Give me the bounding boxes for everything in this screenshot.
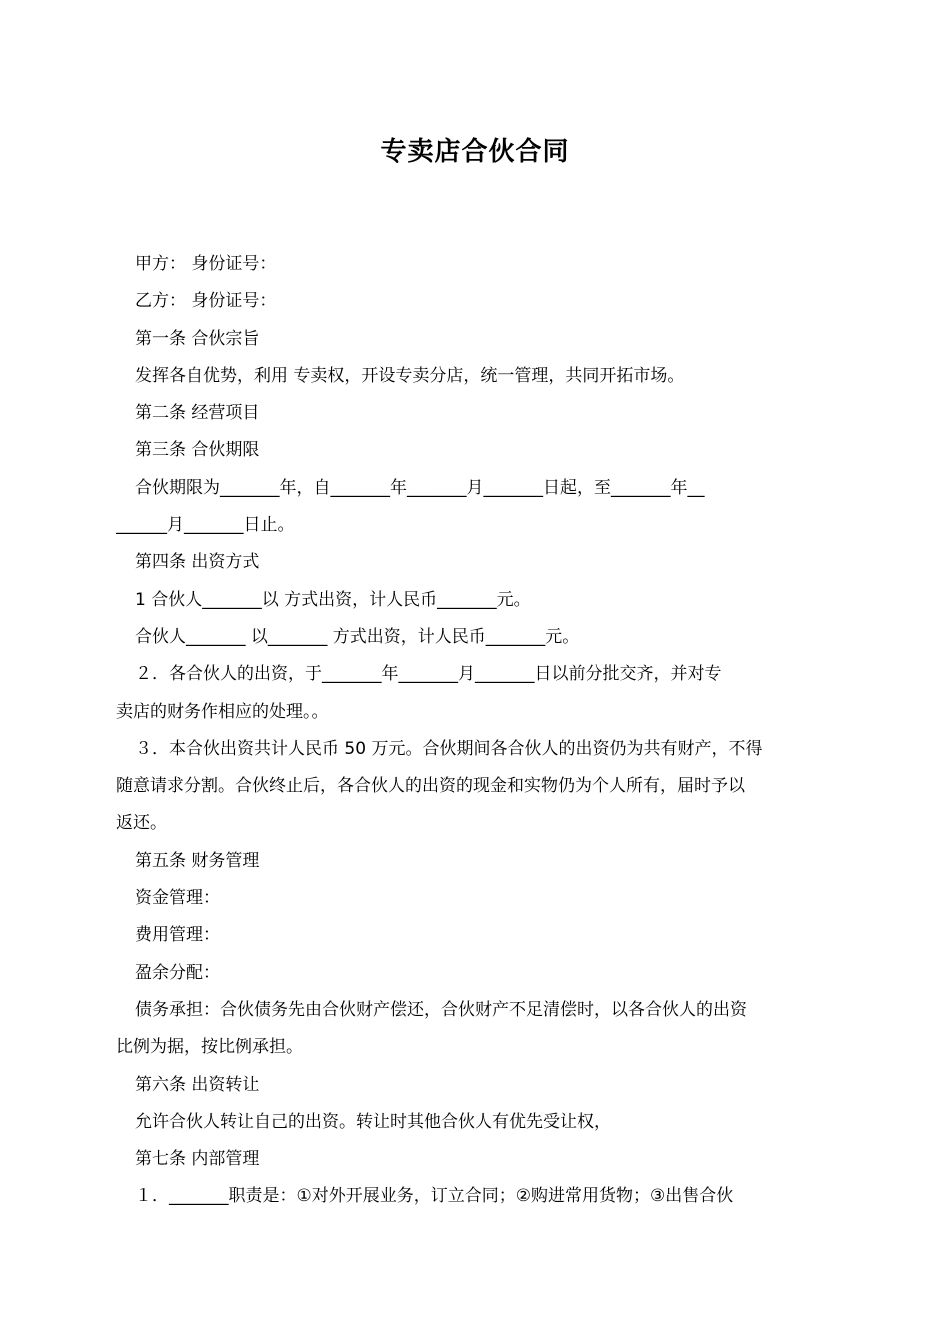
paragraph-line: 返还。 [116,813,167,834]
paragraph-line: １．_______职责是：①对外开展业务，订立合同；②购进常用货物；③出售合伙 [135,1186,734,1207]
article-3-heading: 第三条 合伙期限 [135,440,260,461]
paragraph-line: 费用管理： [135,925,220,946]
article-4-heading: 第四条 出资方式 [135,552,260,573]
party-a-line: 甲方： 身份证号： [135,254,277,274]
paragraph-line: 合伙人_______ 以_______ 方式出资，计人民币_______元。 [135,626,580,647]
paragraph-line: 比例为据，按比例承担。 [116,1037,303,1058]
article-6-heading: 第六条 出资转让 [135,1074,260,1095]
paragraph-line: 卖店的财务作相应的处理。。 [116,701,329,722]
paragraph-line: 允许合伙人转让自己的出资。转让时其他合伙人有优先受让权， [135,1111,611,1132]
article-2-heading: 第二条 经营项目 [135,403,260,424]
article-1-heading: 第一条 合伙宗旨 [135,328,260,349]
article-5-heading: 第五条 财务管理 [135,850,260,871]
paragraph-line: 1 合伙人_______以 方式出资，计人民币_______元。 [135,589,531,610]
paragraph-line: ３．本合伙出资共计人民币 50 万元。合伙期间各合伙人的出资仍为共有财产，不得 [135,738,763,759]
document-title: 专卖店合伙合同 [380,137,570,167]
article-7-heading: 第七条 内部管理 [135,1149,260,1170]
paragraph-line: 盈余分配： [135,962,220,983]
paragraph-line: ______月_______日止。 [116,515,295,536]
document-body [116,246,836,1216]
paragraph-line: 债务承担：合伙债务先由合伙财产偿还，合伙财产不足清偿时，以各合伙人的出资 [135,999,747,1020]
paragraph-line: 随意请求分割。合伙终止后，各合伙人的出资的现金和实物仍为个人所有，届时予以 [116,776,745,797]
party-b-line: 乙方： 身份证号： [135,291,277,312]
paragraph-line: 发挥各自优势，利用 专卖权，开设专卖分店，统一管理，共同开拓市场。 [135,365,685,386]
paragraph-line: 合伙期限为_______年，自_______年_______月_______日起，至_______年__ [135,477,705,498]
paragraph-line: ２．各合伙人的出资，于_______年_______月_______日以前分批交齐，并对专 [135,664,722,685]
paragraph-line: 资金管理： [135,888,220,909]
